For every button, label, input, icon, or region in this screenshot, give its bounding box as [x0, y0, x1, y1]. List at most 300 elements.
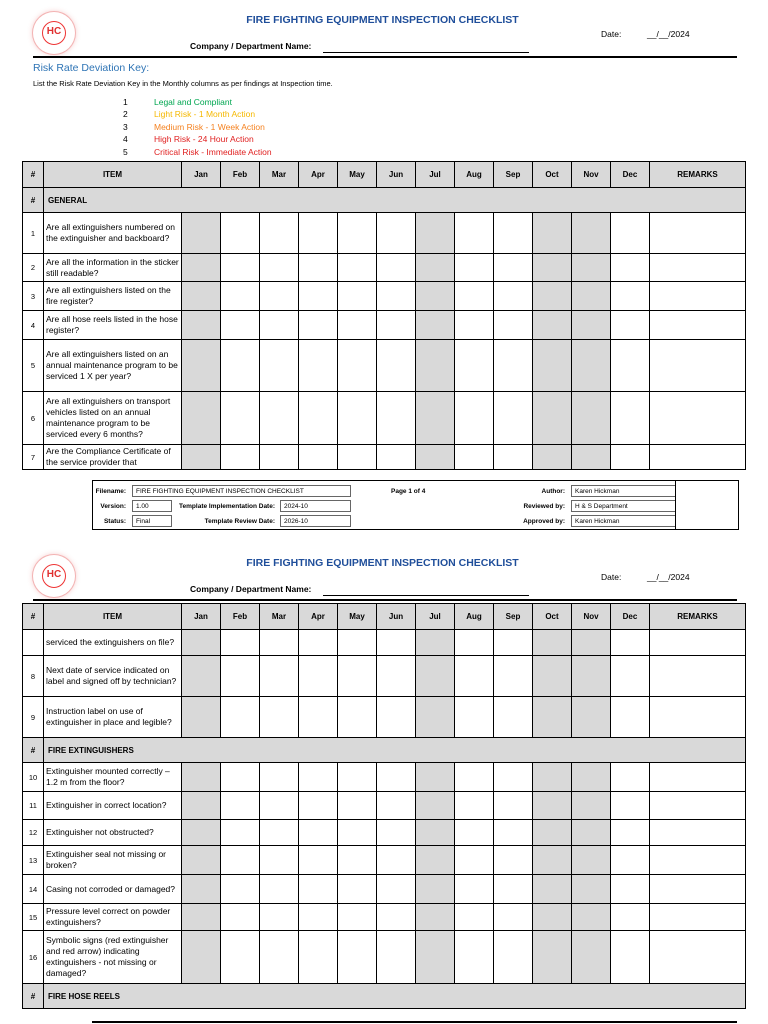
month-cell[interactable] — [572, 213, 611, 254]
inspection-table-page-1 — [22, 161, 746, 470]
month-cell[interactable] — [572, 254, 611, 282]
month-cell[interactable] — [416, 254, 455, 282]
month-cell[interactable] — [299, 931, 338, 984]
month-cell[interactable] — [533, 763, 572, 792]
month-cell[interactable] — [416, 931, 455, 984]
table-row — [23, 792, 746, 820]
table-header-row — [23, 162, 746, 188]
month-cell[interactable] — [533, 792, 572, 820]
month-cell[interactable] — [260, 820, 299, 846]
month-cell[interactable] — [494, 656, 533, 697]
month-cell[interactable] — [377, 340, 416, 392]
month-cell[interactable] — [533, 282, 572, 311]
month-cell[interactable] — [338, 763, 377, 792]
month-cell[interactable] — [338, 311, 377, 340]
remarks-cell[interactable] — [650, 254, 746, 282]
column-header: Nov — [572, 604, 611, 630]
column-header: Aug — [455, 162, 494, 188]
month-cell[interactable] — [416, 630, 455, 656]
table-row — [23, 213, 746, 254]
item-question: Pressure level correct on powder extinguishers? — [44, 904, 182, 931]
month-cell[interactable] — [260, 311, 299, 340]
month-cell[interactable] — [416, 875, 455, 904]
remarks-cell[interactable] — [650, 875, 746, 904]
month-cell[interactable] — [611, 875, 650, 904]
month-cell[interactable] — [299, 820, 338, 846]
month-cell[interactable] — [299, 846, 338, 875]
logo-text: HC — [46, 26, 62, 37]
month-cell[interactable] — [494, 311, 533, 340]
month-cell[interactable] — [533, 904, 572, 931]
document-footer — [92, 480, 739, 530]
month-cell[interactable] — [377, 282, 416, 311]
date-label: Date: — [601, 572, 622, 582]
column-header: REMARKS — [650, 604, 746, 630]
month-cell[interactable] — [494, 697, 533, 738]
month-cell[interactable] — [494, 875, 533, 904]
month-cell[interactable] — [299, 445, 338, 470]
month-cell[interactable] — [221, 846, 260, 875]
column-header: Sep — [494, 162, 533, 188]
month-cell[interactable] — [572, 763, 611, 792]
month-cell[interactable] — [260, 213, 299, 254]
month-cell[interactable] — [416, 904, 455, 931]
month-cell[interactable] — [338, 213, 377, 254]
remarks-cell[interactable] — [650, 904, 746, 931]
month-cell[interactable] — [455, 697, 494, 738]
header-divider — [33, 56, 737, 58]
table-row — [23, 392, 746, 445]
item-question: Extinguisher mounted correctly – 1.2 m from the floor? — [44, 763, 182, 792]
item-question: Are the Compliance Certificate of the service provider that — [44, 445, 182, 470]
month-cell[interactable] — [377, 254, 416, 282]
month-cell[interactable] — [572, 311, 611, 340]
item-question: Casing not corroded or damaged? — [44, 875, 182, 904]
item-number: 9 — [23, 697, 44, 738]
month-cell[interactable] — [611, 931, 650, 984]
month-cell[interactable] — [260, 846, 299, 875]
section-title: FIRE HOSE REELS — [44, 984, 746, 1009]
month-cell[interactable] — [221, 630, 260, 656]
month-cell[interactable] — [416, 763, 455, 792]
section-fire-hose-reels: # FIRE HOSE REELS — [23, 984, 746, 1009]
month-cell[interactable] — [572, 340, 611, 392]
month-cell[interactable] — [260, 340, 299, 392]
date-field[interactable]: __/__/2024 — [647, 29, 690, 39]
month-cell[interactable] — [455, 630, 494, 656]
item-number — [23, 630, 44, 656]
remarks-cell[interactable] — [650, 763, 746, 792]
month-cell[interactable] — [494, 630, 533, 656]
month-cell[interactable] — [299, 213, 338, 254]
table-row — [23, 846, 746, 875]
column-header: Dec — [611, 604, 650, 630]
item-question: Extinguisher seal not missing or broken? — [44, 846, 182, 875]
month-cell[interactable] — [455, 875, 494, 904]
month-cell[interactable] — [299, 792, 338, 820]
month-cell[interactable] — [455, 254, 494, 282]
remarks-cell[interactable] — [650, 392, 746, 445]
month-cell[interactable] — [221, 213, 260, 254]
item-number: 5 — [23, 340, 44, 392]
column-header: Feb — [221, 162, 260, 188]
month-cell[interactable] — [377, 630, 416, 656]
month-cell[interactable] — [260, 445, 299, 470]
remarks-cell[interactable] — [650, 820, 746, 846]
month-cell[interactable] — [494, 445, 533, 470]
month-cell[interactable] — [572, 445, 611, 470]
remarks-cell[interactable] — [650, 630, 746, 656]
month-cell[interactable] — [533, 340, 572, 392]
month-cell[interactable] — [260, 656, 299, 697]
month-cell[interactable] — [377, 931, 416, 984]
month-cell[interactable] — [377, 820, 416, 846]
month-cell[interactable] — [182, 282, 221, 311]
month-cell[interactable] — [299, 392, 338, 445]
month-cell[interactable] — [455, 213, 494, 254]
month-cell[interactable] — [377, 875, 416, 904]
month-cell[interactable] — [338, 340, 377, 392]
month-cell[interactable] — [338, 282, 377, 311]
month-cell[interactable] — [533, 630, 572, 656]
month-cell[interactable] — [455, 340, 494, 392]
month-cell[interactable] — [494, 792, 533, 820]
month-cell[interactable] — [377, 311, 416, 340]
month-cell[interactable] — [260, 792, 299, 820]
month-cell[interactable] — [455, 931, 494, 984]
month-cell[interactable] — [455, 392, 494, 445]
month-cell[interactable] — [494, 254, 533, 282]
month-cell[interactable] — [299, 875, 338, 904]
month-cell[interactable] — [260, 630, 299, 656]
month-cell[interactable] — [338, 630, 377, 656]
month-cell[interactable] — [494, 340, 533, 392]
month-cell[interactable] — [455, 904, 494, 931]
month-cell[interactable] — [377, 392, 416, 445]
month-cell[interactable] — [299, 904, 338, 931]
month-cell[interactable] — [182, 763, 221, 792]
item-number: 10 — [23, 763, 44, 792]
column-header: Dec — [611, 162, 650, 188]
month-cell[interactable] — [611, 340, 650, 392]
month-cell[interactable] — [494, 904, 533, 931]
remarks-cell[interactable] — [650, 697, 746, 738]
month-cell[interactable] — [221, 282, 260, 311]
page-title: FIRE FIGHTING EQUIPMENT INSPECTION CHECKLIST — [246, 557, 519, 569]
month-cell[interactable] — [611, 213, 650, 254]
month-cell[interactable] — [611, 630, 650, 656]
month-cell[interactable] — [611, 697, 650, 738]
document-page-2 — [0, 545, 768, 1024]
filename-value: FIRE FIGHTING EQUIPMENT INSPECTION CHECKLIST — [136, 488, 304, 495]
table-row — [23, 697, 746, 738]
month-cell[interactable] — [611, 311, 650, 340]
month-cell[interactable] — [221, 763, 260, 792]
remarks-cell[interactable] — [650, 445, 746, 470]
month-cell[interactable] — [338, 254, 377, 282]
month-cell[interactable] — [338, 931, 377, 984]
column-header: Sep — [494, 604, 533, 630]
page-title: FIRE FIGHTING EQUIPMENT INSPECTION CHECKLIST — [246, 14, 519, 26]
status-label: Status: — [103, 518, 126, 525]
month-cell[interactable] — [572, 392, 611, 445]
month-cell[interactable] — [416, 311, 455, 340]
month-cell[interactable] — [182, 931, 221, 984]
month-cell[interactable] — [416, 282, 455, 311]
month-cell[interactable] — [260, 763, 299, 792]
month-cell[interactable] — [299, 340, 338, 392]
month-cell[interactable] — [221, 254, 260, 282]
month-cell[interactable] — [299, 630, 338, 656]
month-cell[interactable] — [572, 820, 611, 846]
month-cell[interactable] — [533, 697, 572, 738]
table-row — [23, 763, 746, 792]
column-header: Jun — [377, 162, 416, 188]
company-label: Company / Department Name: — [190, 41, 312, 51]
month-cell[interactable] — [416, 392, 455, 445]
month-cell[interactable] — [260, 697, 299, 738]
month-cell[interactable] — [533, 656, 572, 697]
month-cell[interactable] — [494, 846, 533, 875]
month-cell[interactable] — [533, 213, 572, 254]
month-cell[interactable] — [377, 846, 416, 875]
month-cell[interactable] — [611, 792, 650, 820]
month-cell[interactable] — [533, 820, 572, 846]
month-cell[interactable] — [221, 904, 260, 931]
month-cell[interactable] — [377, 213, 416, 254]
month-cell[interactable] — [377, 904, 416, 931]
month-cell[interactable] — [221, 311, 260, 340]
remarks-cell[interactable] — [650, 846, 746, 875]
month-cell[interactable] — [221, 445, 260, 470]
column-header: ITEM — [44, 162, 182, 188]
filename-label: Filename: — [95, 488, 126, 495]
remarks-cell[interactable] — [650, 311, 746, 340]
month-cell[interactable] — [416, 820, 455, 846]
implementation-date-value: 2024-10 — [284, 503, 308, 510]
column-header: # — [23, 604, 44, 630]
risk-key-title: Risk Rate Deviation Key: — [33, 62, 150, 74]
month-cell[interactable] — [221, 931, 260, 984]
month-cell[interactable] — [455, 282, 494, 311]
month-cell[interactable] — [494, 213, 533, 254]
remarks-cell[interactable] — [650, 282, 746, 311]
month-cell[interactable] — [611, 763, 650, 792]
month-cell[interactable] — [572, 656, 611, 697]
company-name-field[interactable] — [323, 52, 529, 53]
section-fire-extinguishers: # FIRE EXTINGUISHERS — [23, 738, 746, 763]
item-question: Are all hose reels listed in the hose register? — [44, 311, 182, 340]
month-cell[interactable] — [377, 763, 416, 792]
month-cell[interactable] — [377, 792, 416, 820]
month-cell[interactable] — [260, 254, 299, 282]
month-cell[interactable] — [182, 846, 221, 875]
header-divider — [33, 599, 737, 601]
month-cell[interactable] — [182, 392, 221, 445]
item-question: Are all extinguishers on transport vehicles listed on an annual maintenance program to be serviced every 6 months? — [44, 392, 182, 445]
implementation-date-label: Template Implementation Date: — [179, 503, 275, 510]
month-cell[interactable] — [572, 792, 611, 820]
table-row — [23, 311, 746, 340]
month-cell[interactable] — [221, 340, 260, 392]
month-cell[interactable] — [338, 392, 377, 445]
month-cell[interactable] — [572, 697, 611, 738]
month-cell[interactable] — [221, 875, 260, 904]
month-cell[interactable] — [416, 792, 455, 820]
month-cell[interactable] — [182, 656, 221, 697]
month-cell[interactable] — [533, 311, 572, 340]
month-cell[interactable] — [182, 340, 221, 392]
month-cell[interactable] — [338, 792, 377, 820]
month-cell[interactable] — [260, 875, 299, 904]
month-cell[interactable] — [260, 931, 299, 984]
table-row — [23, 820, 746, 846]
month-cell[interactable] — [533, 445, 572, 470]
column-header: REMARKS — [650, 162, 746, 188]
month-cell[interactable] — [533, 846, 572, 875]
month-cell[interactable] — [299, 254, 338, 282]
month-cell[interactable] — [377, 697, 416, 738]
table-row — [23, 656, 746, 697]
month-cell[interactable] — [611, 846, 650, 875]
item-question: Next date of service indicated on label and signed off by technician? — [44, 656, 182, 697]
month-cell[interactable] — [416, 213, 455, 254]
column-header: Oct — [533, 604, 572, 630]
company-logo — [33, 555, 75, 597]
month-cell[interactable] — [455, 820, 494, 846]
month-cell[interactable] — [299, 282, 338, 311]
month-cell[interactable] — [377, 445, 416, 470]
date-field[interactable]: __/__/2024 — [647, 572, 690, 582]
month-cell[interactable] — [221, 392, 260, 445]
logo-text: HC — [46, 569, 62, 580]
month-cell[interactable] — [182, 445, 221, 470]
column-header: May — [338, 604, 377, 630]
month-cell[interactable] — [299, 763, 338, 792]
month-cell[interactable] — [221, 656, 260, 697]
item-question: Are all the information in the sticker still readable? — [44, 254, 182, 282]
month-cell[interactable] — [416, 445, 455, 470]
month-cell[interactable] — [455, 846, 494, 875]
month-cell[interactable] — [455, 445, 494, 470]
month-cell[interactable] — [182, 213, 221, 254]
month-cell[interactable] — [338, 656, 377, 697]
status-value: Final — [136, 518, 151, 525]
month-cell[interactable] — [455, 763, 494, 792]
remarks-cell[interactable] — [650, 213, 746, 254]
month-cell[interactable] — [299, 311, 338, 340]
month-cell[interactable] — [338, 697, 377, 738]
month-cell[interactable] — [533, 392, 572, 445]
month-cell[interactable] — [338, 445, 377, 470]
month-cell[interactable] — [455, 792, 494, 820]
item-number: 3 — [23, 282, 44, 311]
remarks-cell[interactable] — [650, 656, 746, 697]
column-header: Jan — [182, 604, 221, 630]
remarks-cell[interactable] — [650, 792, 746, 820]
month-cell[interactable] — [182, 820, 221, 846]
month-cell[interactable] — [611, 904, 650, 931]
item-question: Instruction label on use of extinguisher in place and legible? — [44, 697, 182, 738]
item-number: 8 — [23, 656, 44, 697]
month-cell[interactable] — [182, 904, 221, 931]
item-number: 11 — [23, 792, 44, 820]
month-cell[interactable] — [260, 282, 299, 311]
month-cell[interactable] — [299, 656, 338, 697]
month-cell[interactable] — [611, 656, 650, 697]
month-cell[interactable] — [494, 931, 533, 984]
month-cell[interactable] — [572, 630, 611, 656]
month-cell[interactable] — [416, 697, 455, 738]
section-title: GENERAL — [44, 188, 746, 213]
month-cell[interactable] — [533, 254, 572, 282]
company-name-field[interactable] — [323, 595, 529, 596]
month-cell[interactable] — [611, 254, 650, 282]
month-cell[interactable] — [572, 904, 611, 931]
company-label: Company / Department Name: — [190, 584, 312, 594]
month-cell[interactable] — [221, 792, 260, 820]
month-cell[interactable] — [182, 630, 221, 656]
month-cell[interactable] — [572, 846, 611, 875]
table-row — [23, 445, 746, 470]
month-cell[interactable] — [182, 311, 221, 340]
month-cell[interactable] — [455, 311, 494, 340]
month-cell[interactable] — [611, 282, 650, 311]
month-cell[interactable] — [494, 282, 533, 311]
month-cell[interactable] — [572, 282, 611, 311]
month-cell[interactable] — [455, 656, 494, 697]
month-cell[interactable] — [494, 763, 533, 792]
month-cell[interactable] — [221, 697, 260, 738]
month-cell[interactable] — [494, 392, 533, 445]
column-header: May — [338, 162, 377, 188]
month-cell[interactable] — [416, 656, 455, 697]
month-cell[interactable] — [533, 875, 572, 904]
month-cell[interactable] — [611, 445, 650, 470]
column-header: Aug — [455, 604, 494, 630]
column-header: Mar — [260, 162, 299, 188]
section-general: # GENERAL — [23, 188, 746, 213]
month-cell[interactable] — [338, 875, 377, 904]
month-cell[interactable] — [338, 904, 377, 931]
month-cell[interactable] — [338, 820, 377, 846]
month-cell[interactable] — [338, 846, 377, 875]
month-cell[interactable] — [416, 340, 455, 392]
month-cell[interactable] — [260, 392, 299, 445]
month-cell[interactable] — [572, 931, 611, 984]
column-header: ITEM — [44, 604, 182, 630]
remarks-cell[interactable] — [650, 931, 746, 984]
month-cell[interactable] — [299, 697, 338, 738]
month-cell[interactable] — [182, 254, 221, 282]
month-cell[interactable] — [572, 875, 611, 904]
month-cell[interactable] — [182, 697, 221, 738]
column-header: Nov — [572, 162, 611, 188]
month-cell[interactable] — [416, 846, 455, 875]
month-cell[interactable] — [182, 792, 221, 820]
month-cell[interactable] — [221, 820, 260, 846]
table-row — [23, 931, 746, 984]
month-cell[interactable] — [611, 820, 650, 846]
month-cell[interactable] — [494, 820, 533, 846]
item-number: 14 — [23, 875, 44, 904]
month-cell[interactable] — [533, 931, 572, 984]
month-cell[interactable] — [260, 904, 299, 931]
month-cell[interactable] — [377, 656, 416, 697]
remarks-cell[interactable] — [650, 340, 746, 392]
month-cell[interactable] — [182, 875, 221, 904]
month-cell[interactable] — [611, 392, 650, 445]
